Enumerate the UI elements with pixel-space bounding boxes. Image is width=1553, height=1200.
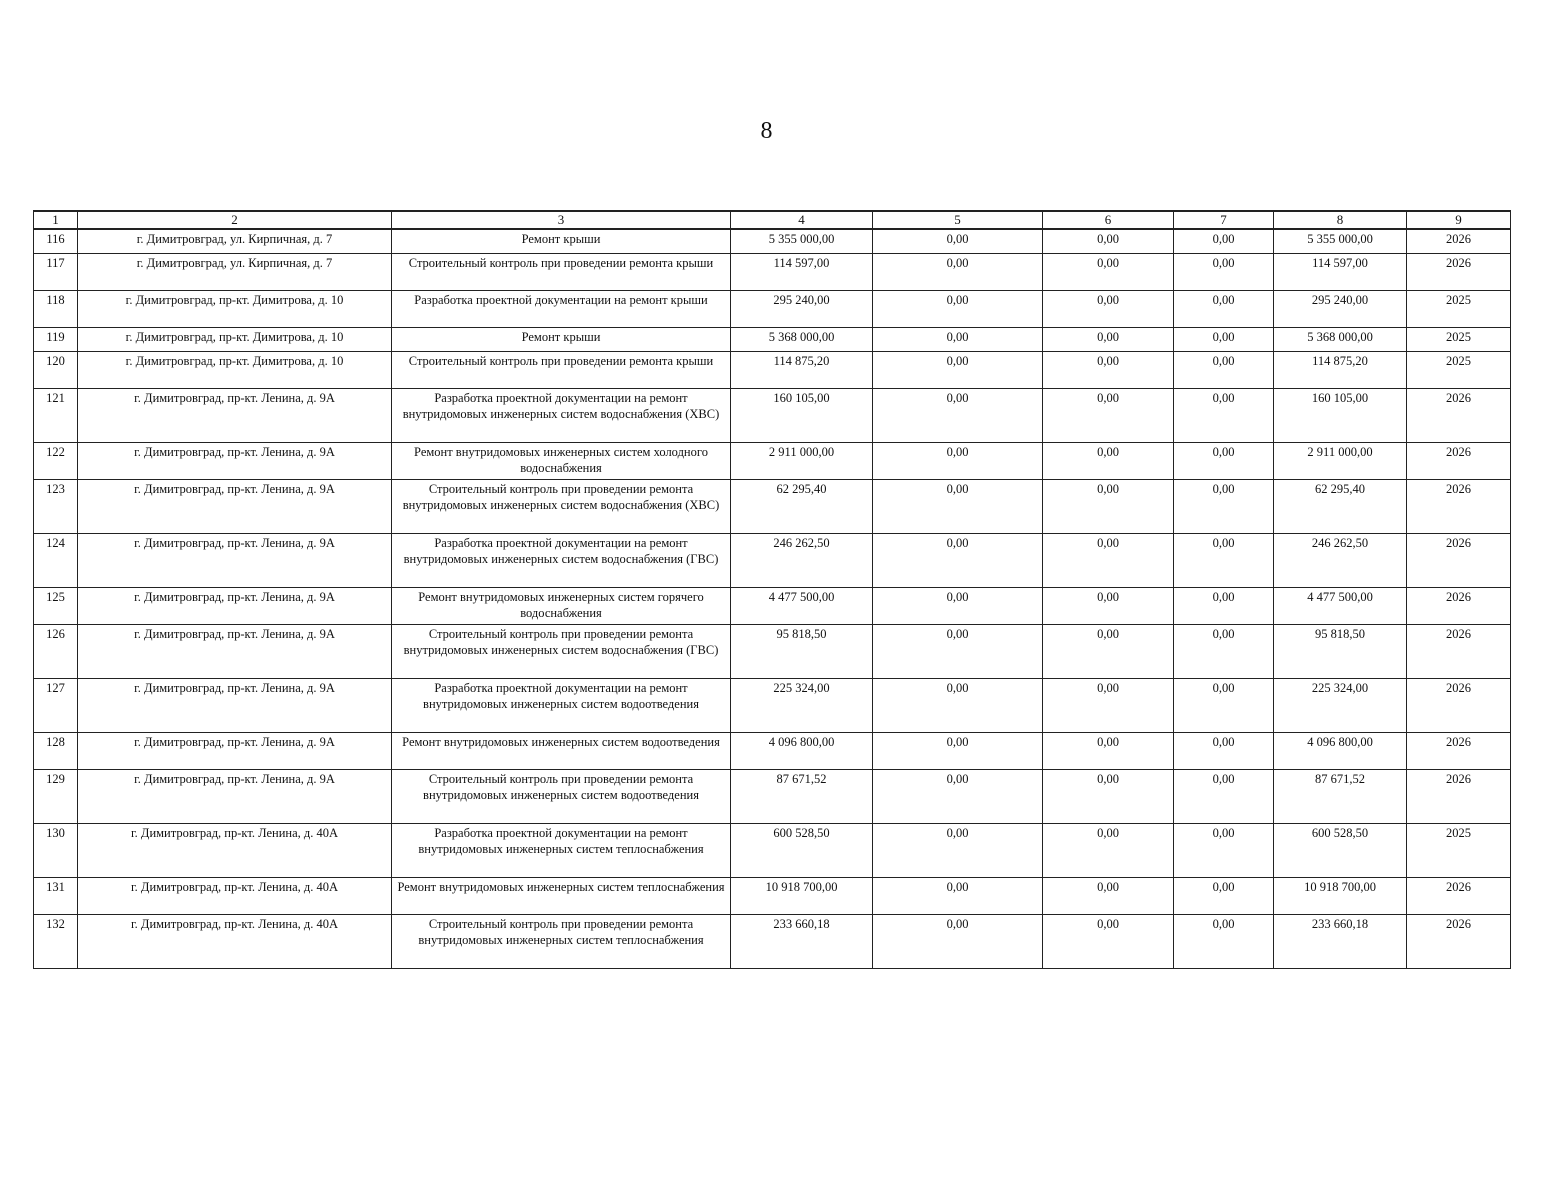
column-8-cell: 600 528,50 bbox=[1274, 824, 1407, 878]
row-number-cell: 119 bbox=[34, 328, 78, 352]
address-cell: г. Димитровград, пр-кт. Ленина, д. 40А bbox=[78, 824, 392, 878]
column-header: 1 bbox=[34, 211, 78, 229]
column-8-cell: 114 597,00 bbox=[1274, 254, 1407, 291]
column-4-cell: 233 660,18 bbox=[731, 915, 873, 969]
row-number-cell: 127 bbox=[34, 679, 78, 733]
column-7-cell: 0,00 bbox=[1174, 534, 1274, 588]
column-8-cell: 225 324,00 bbox=[1274, 679, 1407, 733]
column-6-cell: 0,00 bbox=[1043, 480, 1174, 534]
row-number-cell: 122 bbox=[34, 443, 78, 480]
column-5-cell: 0,00 bbox=[873, 443, 1043, 480]
row-number-cell: 120 bbox=[34, 352, 78, 389]
year-cell: 2025 bbox=[1407, 291, 1511, 328]
column-4-cell: 600 528,50 bbox=[731, 824, 873, 878]
column-5-cell: 0,00 bbox=[873, 915, 1043, 969]
column-6-cell: 0,00 bbox=[1043, 733, 1174, 770]
column-4-cell: 160 105,00 bbox=[731, 389, 873, 443]
row-number-cell: 118 bbox=[34, 291, 78, 328]
column-5-cell: 0,00 bbox=[873, 254, 1043, 291]
column-6-cell: 0,00 bbox=[1043, 915, 1174, 969]
row-number-cell: 128 bbox=[34, 733, 78, 770]
table-row bbox=[34, 443, 1511, 480]
column-header: 2 bbox=[78, 211, 392, 229]
row-number-cell: 121 bbox=[34, 389, 78, 443]
column-4-cell: 2 911 000,00 bbox=[731, 443, 873, 480]
column-4-cell: 10 918 700,00 bbox=[731, 878, 873, 915]
column-7-cell: 0,00 bbox=[1174, 915, 1274, 969]
work-type-cell: Ремонт крыши bbox=[392, 328, 731, 352]
table-row bbox=[34, 534, 1511, 588]
column-7-cell: 0,00 bbox=[1174, 588, 1274, 625]
column-7-cell: 0,00 bbox=[1174, 229, 1274, 254]
column-8-cell: 5 355 000,00 bbox=[1274, 229, 1407, 254]
row-number-cell: 132 bbox=[34, 915, 78, 969]
work-type-cell: Строительный контроль при проведении ремонта крыши bbox=[392, 352, 731, 389]
row-number-cell: 125 bbox=[34, 588, 78, 625]
column-5-cell: 0,00 bbox=[873, 389, 1043, 443]
column-5-cell: 0,00 bbox=[873, 770, 1043, 824]
column-header: 5 bbox=[873, 211, 1043, 229]
column-header: 8 bbox=[1274, 211, 1407, 229]
column-8-cell: 246 262,50 bbox=[1274, 534, 1407, 588]
table-row bbox=[34, 824, 1511, 878]
address-cell: г. Димитровград, пр-кт. Димитрова, д. 10 bbox=[78, 291, 392, 328]
column-5-cell: 0,00 bbox=[873, 352, 1043, 389]
work-type-cell: Строительный контроль при проведении ремонта внутридомовых инженерных систем водоснабжения (ГВС) bbox=[392, 625, 731, 679]
works-table bbox=[33, 210, 1511, 969]
column-6-cell: 0,00 bbox=[1043, 389, 1174, 443]
column-4-cell: 5 368 000,00 bbox=[731, 328, 873, 352]
column-7-cell: 0,00 bbox=[1174, 824, 1274, 878]
column-4-cell: 114 875,20 bbox=[731, 352, 873, 389]
column-4-cell: 295 240,00 bbox=[731, 291, 873, 328]
table-row bbox=[34, 770, 1511, 824]
year-cell: 2025 bbox=[1407, 328, 1511, 352]
column-5-cell: 0,00 bbox=[873, 480, 1043, 534]
column-5-cell: 0,00 bbox=[873, 534, 1043, 588]
year-cell: 2026 bbox=[1407, 878, 1511, 915]
address-cell: г. Димитровград, ул. Кирпичная, д. 7 bbox=[78, 229, 392, 254]
column-6-cell: 0,00 bbox=[1043, 824, 1174, 878]
column-4-cell: 246 262,50 bbox=[731, 534, 873, 588]
column-6-cell: 0,00 bbox=[1043, 229, 1174, 254]
address-cell: г. Димитровград, пр-кт. Ленина, д. 9А bbox=[78, 770, 392, 824]
work-type-cell: Ремонт внутридомовых инженерных систем горячего водоснабжения bbox=[392, 588, 731, 625]
address-cell: г. Димитровград, пр-кт. Ленина, д. 9А bbox=[78, 480, 392, 534]
year-cell: 2026 bbox=[1407, 229, 1511, 254]
column-header: 4 bbox=[731, 211, 873, 229]
row-number-cell: 124 bbox=[34, 534, 78, 588]
address-cell: г. Димитровград, пр-кт. Ленина, д. 40А bbox=[78, 878, 392, 915]
table-row bbox=[34, 733, 1511, 770]
column-7-cell: 0,00 bbox=[1174, 878, 1274, 915]
address-cell: г. Димитровград, пр-кт. Ленина, д. 9А bbox=[78, 679, 392, 733]
year-cell: 2026 bbox=[1407, 254, 1511, 291]
year-cell: 2026 bbox=[1407, 534, 1511, 588]
year-cell: 2026 bbox=[1407, 733, 1511, 770]
column-8-cell: 4 096 800,00 bbox=[1274, 733, 1407, 770]
row-number-cell: 126 bbox=[34, 625, 78, 679]
column-8-cell: 233 660,18 bbox=[1274, 915, 1407, 969]
row-number-cell: 131 bbox=[34, 878, 78, 915]
address-cell: г. Димитровград, пр-кт. Ленина, д. 9А bbox=[78, 733, 392, 770]
column-8-cell: 5 368 000,00 bbox=[1274, 328, 1407, 352]
work-type-cell: Ремонт внутридомовых инженерных систем холодного водоснабжения bbox=[392, 443, 731, 480]
address-cell: г. Димитровград, пр-кт. Ленина, д. 9А bbox=[78, 588, 392, 625]
column-4-cell: 225 324,00 bbox=[731, 679, 873, 733]
address-cell: г. Димитровград, пр-кт. Ленина, д. 9А bbox=[78, 443, 392, 480]
address-cell: г. Димитровград, ул. Кирпичная, д. 7 bbox=[78, 254, 392, 291]
column-4-cell: 5 355 000,00 bbox=[731, 229, 873, 254]
column-8-cell: 10 918 700,00 bbox=[1274, 878, 1407, 915]
work-type-cell: Ремонт внутридомовых инженерных систем теплоснабжения bbox=[392, 878, 731, 915]
work-type-cell: Ремонт крыши bbox=[392, 229, 731, 254]
column-6-cell: 0,00 bbox=[1043, 679, 1174, 733]
work-type-cell: Разработка проектной документации на ремонт внутридомовых инженерных систем водоснабжения (ХВС) bbox=[392, 389, 731, 443]
column-7-cell: 0,00 bbox=[1174, 679, 1274, 733]
column-6-cell: 0,00 bbox=[1043, 328, 1174, 352]
table-row bbox=[34, 915, 1511, 969]
column-6-cell: 0,00 bbox=[1043, 588, 1174, 625]
column-8-cell: 95 818,50 bbox=[1274, 625, 1407, 679]
table-row bbox=[34, 229, 1511, 254]
column-header: 9 bbox=[1407, 211, 1511, 229]
table-row bbox=[34, 254, 1511, 291]
column-4-cell: 87 671,52 bbox=[731, 770, 873, 824]
address-cell: г. Димитровград, пр-кт. Ленина, д. 40А bbox=[78, 915, 392, 969]
column-5-cell: 0,00 bbox=[873, 878, 1043, 915]
row-number-cell: 130 bbox=[34, 824, 78, 878]
work-type-cell: Строительный контроль при проведении ремонта внутридомовых инженерных систем водоотведения bbox=[392, 770, 731, 824]
table-row bbox=[34, 625, 1511, 679]
year-cell: 2026 bbox=[1407, 679, 1511, 733]
year-cell: 2026 bbox=[1407, 480, 1511, 534]
row-number-cell: 116 bbox=[34, 229, 78, 254]
column-4-cell: 4 477 500,00 bbox=[731, 588, 873, 625]
column-4-cell: 114 597,00 bbox=[731, 254, 873, 291]
row-number-cell: 123 bbox=[34, 480, 78, 534]
column-5-cell: 0,00 bbox=[873, 328, 1043, 352]
column-7-cell: 0,00 bbox=[1174, 770, 1274, 824]
column-6-cell: 0,00 bbox=[1043, 878, 1174, 915]
column-7-cell: 0,00 bbox=[1174, 625, 1274, 679]
address-cell: г. Димитровград, пр-кт. Ленина, д. 9А bbox=[78, 625, 392, 679]
column-6-cell: 0,00 bbox=[1043, 770, 1174, 824]
year-cell: 2026 bbox=[1407, 389, 1511, 443]
row-number-cell: 129 bbox=[34, 770, 78, 824]
column-5-cell: 0,00 bbox=[873, 229, 1043, 254]
work-type-cell: Строительный контроль при проведении ремонта внутридомовых инженерных систем водоснабжения (ХВС) bbox=[392, 480, 731, 534]
work-type-cell: Строительный контроль при проведении ремонта крыши bbox=[392, 254, 731, 291]
year-cell: 2026 bbox=[1407, 915, 1511, 969]
table-row bbox=[34, 328, 1511, 352]
column-header: 6 bbox=[1043, 211, 1174, 229]
work-type-cell: Разработка проектной документации на ремонт внутридомовых инженерных систем водоотведения bbox=[392, 679, 731, 733]
column-7-cell: 0,00 bbox=[1174, 254, 1274, 291]
work-type-cell: Разработка проектной документации на ремонт крыши bbox=[392, 291, 731, 328]
year-cell: 2026 bbox=[1407, 625, 1511, 679]
address-cell: г. Димитровград, пр-кт. Ленина, д. 9А bbox=[78, 389, 392, 443]
column-6-cell: 0,00 bbox=[1043, 291, 1174, 328]
table-row bbox=[34, 480, 1511, 534]
year-cell: 2025 bbox=[1407, 352, 1511, 389]
row-number-cell: 117 bbox=[34, 254, 78, 291]
column-8-cell: 4 477 500,00 bbox=[1274, 588, 1407, 625]
table-row bbox=[34, 588, 1511, 625]
column-8-cell: 62 295,40 bbox=[1274, 480, 1407, 534]
work-type-cell: Разработка проектной документации на ремонт внутридомовых инженерных систем водоснабжения (ГВС) bbox=[392, 534, 731, 588]
column-7-cell: 0,00 bbox=[1174, 443, 1274, 480]
column-8-cell: 114 875,20 bbox=[1274, 352, 1407, 389]
column-header: 7 bbox=[1174, 211, 1274, 229]
column-6-cell: 0,00 bbox=[1043, 534, 1174, 588]
table-row bbox=[34, 389, 1511, 443]
column-5-cell: 0,00 bbox=[873, 588, 1043, 625]
table-header-row bbox=[34, 211, 1511, 229]
address-cell: г. Димитровград, пр-кт. Ленина, д. 9А bbox=[78, 534, 392, 588]
column-5-cell: 0,00 bbox=[873, 733, 1043, 770]
column-6-cell: 0,00 bbox=[1043, 254, 1174, 291]
column-6-cell: 0,00 bbox=[1043, 443, 1174, 480]
column-7-cell: 0,00 bbox=[1174, 352, 1274, 389]
column-8-cell: 160 105,00 bbox=[1274, 389, 1407, 443]
address-cell: г. Димитровград, пр-кт. Димитрова, д. 10 bbox=[78, 328, 392, 352]
column-8-cell: 2 911 000,00 bbox=[1274, 443, 1407, 480]
table-row bbox=[34, 291, 1511, 328]
page-number: 8 bbox=[760, 118, 773, 144]
column-6-cell: 0,00 bbox=[1043, 352, 1174, 389]
year-cell: 2026 bbox=[1407, 588, 1511, 625]
column-header: 3 bbox=[392, 211, 731, 229]
column-4-cell: 95 818,50 bbox=[731, 625, 873, 679]
table-row bbox=[34, 679, 1511, 733]
table-row bbox=[34, 352, 1511, 389]
year-cell: 2025 bbox=[1407, 824, 1511, 878]
column-7-cell: 0,00 bbox=[1174, 733, 1274, 770]
column-8-cell: 87 671,52 bbox=[1274, 770, 1407, 824]
work-type-cell: Разработка проектной документации на ремонт внутридомовых инженерных систем теплоснабжения bbox=[392, 824, 731, 878]
column-5-cell: 0,00 bbox=[873, 824, 1043, 878]
table-body bbox=[34, 229, 1511, 969]
column-7-cell: 0,00 bbox=[1174, 480, 1274, 534]
column-7-cell: 0,00 bbox=[1174, 291, 1274, 328]
table-row bbox=[34, 878, 1511, 915]
column-7-cell: 0,00 bbox=[1174, 389, 1274, 443]
work-type-cell: Ремонт внутридомовых инженерных систем водоотведения bbox=[392, 733, 731, 770]
column-8-cell: 295 240,00 bbox=[1274, 291, 1407, 328]
address-cell: г. Димитровград, пр-кт. Димитрова, д. 10 bbox=[78, 352, 392, 389]
column-4-cell: 62 295,40 bbox=[731, 480, 873, 534]
work-type-cell: Строительный контроль при проведении ремонта внутридомовых инженерных систем теплоснабжения bbox=[392, 915, 731, 969]
column-7-cell: 0,00 bbox=[1174, 328, 1274, 352]
column-4-cell: 4 096 800,00 bbox=[731, 733, 873, 770]
column-5-cell: 0,00 bbox=[873, 679, 1043, 733]
year-cell: 2026 bbox=[1407, 770, 1511, 824]
year-cell: 2026 bbox=[1407, 443, 1511, 480]
column-5-cell: 0,00 bbox=[873, 625, 1043, 679]
column-5-cell: 0,00 bbox=[873, 291, 1043, 328]
column-6-cell: 0,00 bbox=[1043, 625, 1174, 679]
